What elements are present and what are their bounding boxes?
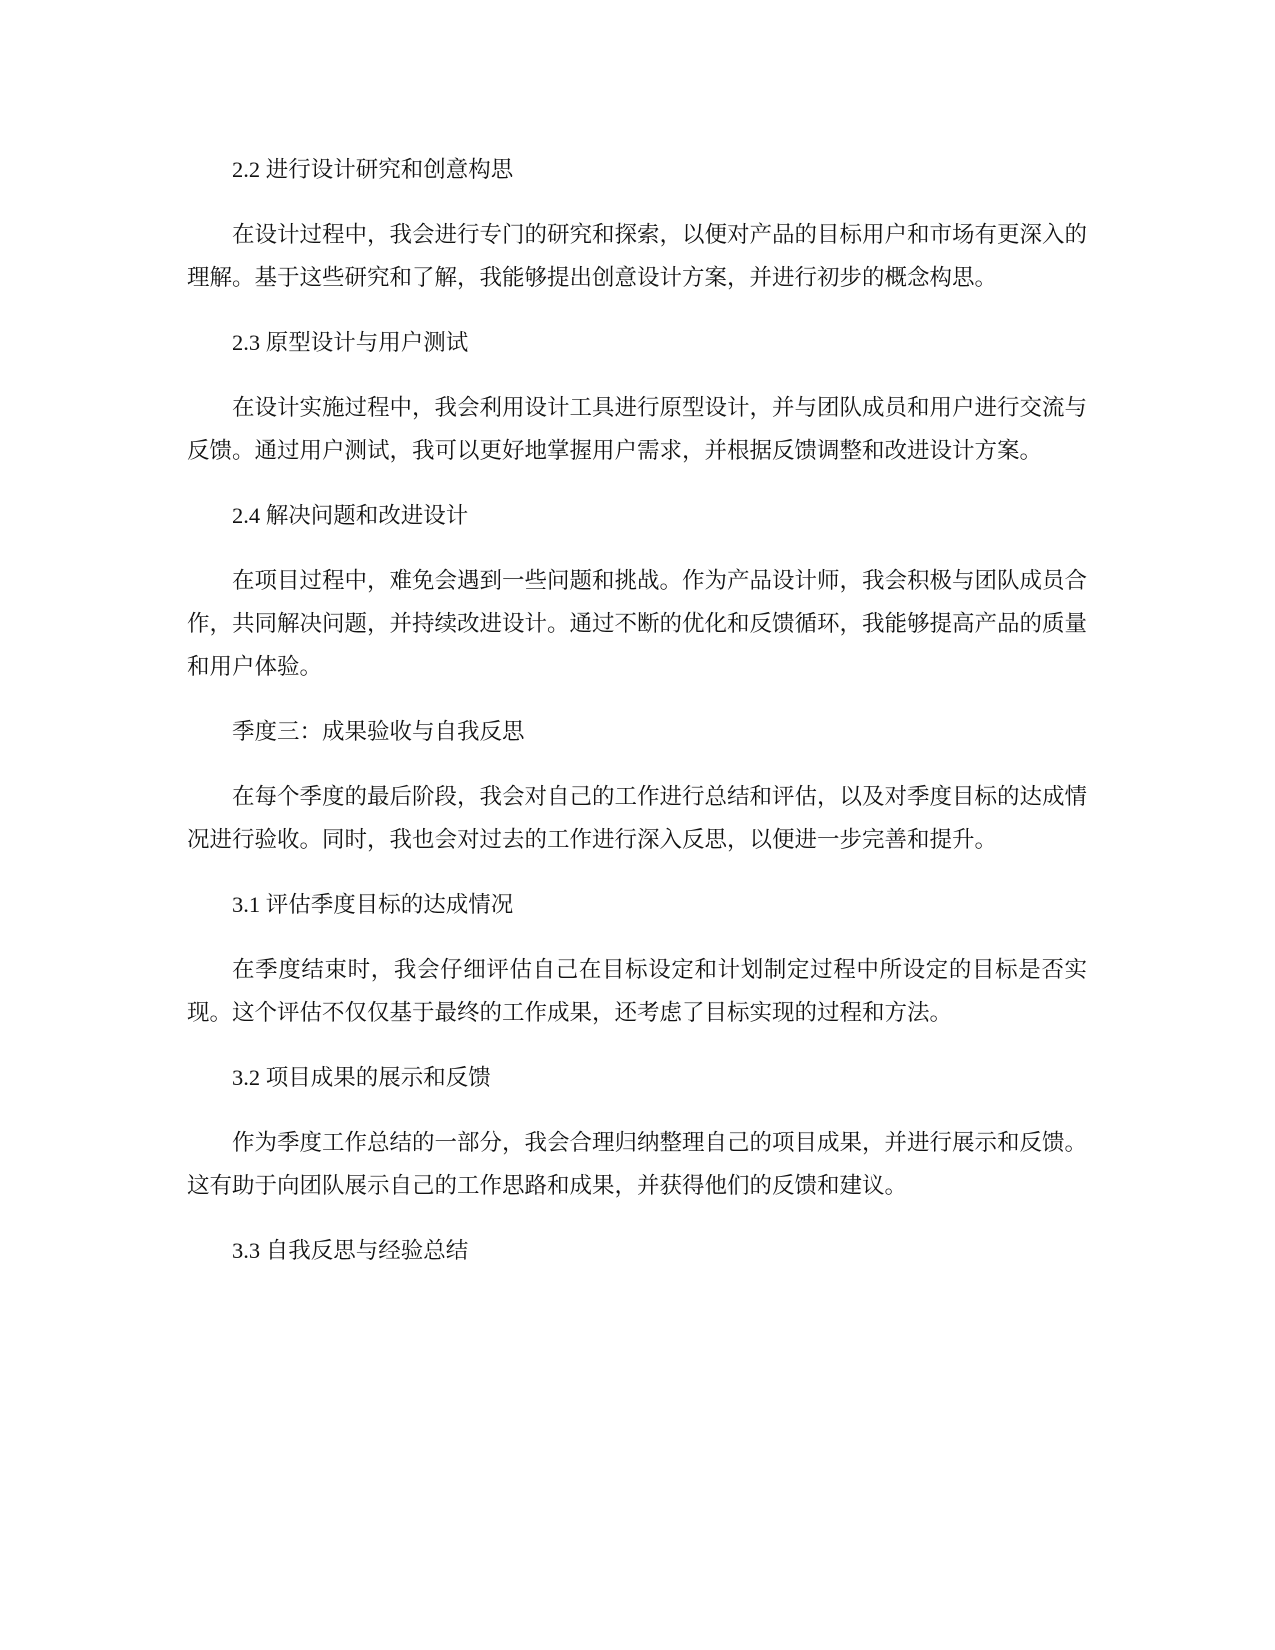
paragraph-2-2: 在设计过程中，我会进行专门的研究和探索，以便对产品的目标用户和市场有更深入的理解。基于这些研究和了解，我能够提出创意设计方案，并进行初步的概念构思。: [187, 222, 1088, 290]
document-body: [187, 148, 1087, 1294]
paragraph-3-1: 在季度结束时，我会仔细评估自己在目标设定和计划制定过程中所设定的目标是否实现。这个评估不仅仅基于最终的工作成果，还考虑了目标实现的过程和方法。: [187, 957, 1087, 1025]
paragraph-2-3: 在设计实施过程中，我会利用设计工具进行原型设计，并与团队成员和用户进行交流与反馈。通过用户测试，我可以更好地掌握用户需求，并根据反馈调整和改进设计方案。: [187, 395, 1088, 463]
section-heading-3-2: 3.2 项目成果的展示和反馈: [232, 1065, 491, 1090]
paragraph-2-4: 在项目过程中，难免会遇到一些问题和挑战。作为产品设计师，我会积极与团队成员合作，共同解决问题，并持续改进设计。通过不断的优化和反馈循环，我能够提高产品的质量和用户体验。: [187, 568, 1088, 679]
paragraph-3-2: 作为季度工作总结的一部分，我会合理归纳整理自己的项目成果，并进行展示和反馈。这有助于向团队展示自己的工作思路和成果，并获得他们的反馈和建议。: [187, 1130, 1088, 1198]
section-heading-2-4: 2.4 解决问题和改进设计: [232, 503, 469, 528]
section-heading-2-2: 2.2 进行设计研究和创意构思: [232, 157, 514, 182]
section-heading-3-1: 3.1 评估季度目标的达成情况: [232, 892, 514, 917]
section-heading-quarter-3: 季度三：成果验收与自我反思: [232, 719, 525, 744]
section-heading-3-3: 3.3 自我反思与经验总结: [232, 1238, 469, 1263]
section-heading-2-3: 2.3 原型设计与用户测试: [232, 330, 469, 355]
paragraph-quarter-3: 在每个季度的最后阶段，我会对自己的工作进行总结和评估，以及对季度目标的达成情况进行验收。同时，我也会对过去的工作进行深入反思，以便进一步完善和提升。: [187, 784, 1088, 852]
